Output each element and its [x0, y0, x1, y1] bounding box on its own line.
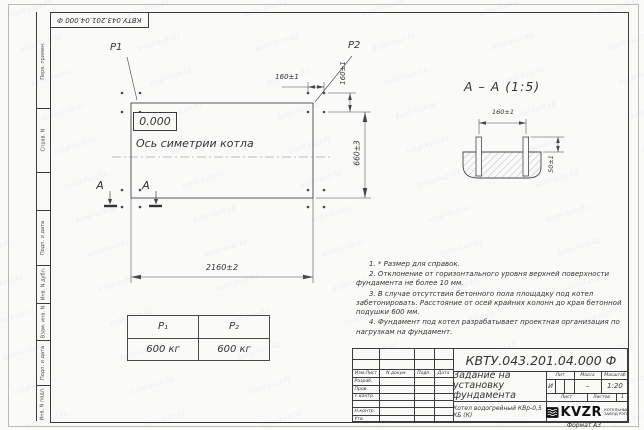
tb-row-nkontr: Н.контр. [354, 408, 376, 414]
extension-lines-protrusion [531, 137, 564, 152]
extension-lines-height [316, 93, 371, 198]
load-table-header-p1: P₁ [128, 316, 199, 339]
company-logo [546, 401, 629, 423]
dim-arrow [556, 137, 560, 143]
dim-arrow [348, 93, 352, 100]
note-1: 1. * Размер для справок. [369, 260, 460, 268]
plan-view [104, 56, 371, 283]
load-point-p1-label: P1 [110, 42, 123, 53]
logo-caption-line2: ЗАВОД РЭП [604, 411, 627, 416]
symmetry-axis-label: Ось симетрии котла [136, 137, 254, 150]
dim-arrow [556, 146, 560, 152]
tb-line [434, 349, 435, 423]
kvzr-logo-text: KVZR [560, 404, 603, 420]
note-4: 4. Фундамент под котел разрабатывает проектная организация по нагрузкам на фундамент. [356, 318, 620, 336]
dim-arrow [363, 188, 368, 198]
detail-dim-spacing-text: 160±1 [492, 108, 514, 116]
dim-width-text: 2160±2 [205, 263, 239, 272]
tb-lit-label: Лит [555, 372, 565, 378]
logo-caption-line1: КОТЕЛЬНЫЙ [604, 406, 629, 412]
tb-row-utv: Утв. [354, 416, 365, 422]
load-table-header-p2: P₂ [199, 316, 270, 339]
kvzr-logo-icon [546, 406, 559, 419]
tb-scale-value: 1:20 [607, 382, 623, 390]
dim-arrow [519, 121, 526, 125]
tb-product-name: Котел водогрейный КВр-0,5 КБ (К) [453, 404, 542, 419]
dim-arrow [317, 85, 324, 89]
load-table [127, 315, 270, 361]
section-letter-left: А [96, 179, 104, 192]
tb-sheet-label: Лист [560, 394, 573, 400]
foundation-pad [463, 152, 541, 178]
dim-arrow [131, 275, 141, 280]
dim-arrow [308, 85, 315, 89]
note-3: 3. В случае отсутствия бетонного пола площадку под котел забетонировать. Расстояние от осей крайних колонн до края бетонной подушки 600 мм. [356, 289, 622, 317]
tb-mass-label: Масса [580, 372, 595, 378]
anchor-bolt-left [476, 137, 482, 176]
margin-field-perv-label: Перв. примен. [40, 41, 47, 80]
tb-lit-value: И [548, 382, 553, 390]
tb-line [353, 415, 453, 416]
top-stamp-number: КВТУ.043.201.04.000 Ф [57, 16, 142, 24]
section-cut-marks [104, 191, 162, 206]
tb-mass-value: – [585, 382, 590, 390]
tb-line [353, 385, 453, 386]
tb-line [353, 400, 453, 401]
note-2: 2. Отклонение от горизонтального уровня верхней поверхности фундамента не более 10 мм. [356, 270, 610, 288]
tb-line [414, 349, 415, 423]
anchor-bolt-right [523, 137, 529, 176]
load-table-value-p1: 600 кг [128, 338, 199, 361]
tb-scale-label: Масштаб [604, 372, 626, 378]
tb-line [353, 359, 453, 360]
tb-line [379, 349, 380, 423]
margin-field-podp2-label: Подп. и дата [40, 345, 46, 380]
load-point-p2-label: P2 [348, 40, 361, 51]
margin-field-inv-podl-label: Инв. N подл. [40, 386, 47, 421]
dim-arrow [303, 275, 313, 280]
tb-col-podp: Подп. [417, 370, 431, 376]
dim-height-text: 660±3 [352, 140, 362, 166]
section-detail-title: А – А (1:5) [464, 79, 541, 94]
title-block [352, 348, 628, 422]
load-table-header-row [128, 316, 270, 339]
dim-bolt-pitch-h-text: 160±1 [275, 73, 299, 81]
tb-sheets-value: 1 [621, 394, 624, 400]
tb-col-izm: Изм.Лист [355, 370, 377, 376]
tb-col-data: Дата [437, 370, 450, 376]
notes-block [356, 260, 628, 338]
margin-field-vzam-label: Взам. инв. N [40, 305, 46, 338]
tb-line [555, 379, 556, 393]
margin-field-inv-dubl-label: Инв. N дубл. [40, 267, 46, 301]
tb-row-tkontr: Т.контр. [354, 394, 375, 399]
tb-row-razrab: Разраб. [354, 378, 373, 384]
tb-sheets-label: Листов [593, 394, 610, 400]
tb-line [564, 379, 565, 393]
p1-leader-line [127, 57, 137, 100]
margin-field-sprav-label: Справ. N [40, 128, 46, 152]
tb-row-prov: Пров. [354, 386, 368, 392]
tb-doc-number: КВТУ.043.201.04.000 Ф [465, 352, 617, 368]
elevation-mark: 0.000 [133, 112, 177, 131]
tb-drawing-title: Задание на установку фундамента [453, 371, 516, 401]
extension-lines-detail [479, 119, 526, 134]
load-table-value-row [128, 338, 270, 361]
section-letter-right: А [142, 179, 150, 192]
load-table-value-p2: 600 кг [199, 338, 270, 361]
dim-arrow [479, 121, 486, 125]
format-label: Формат А3 [566, 422, 602, 429]
dim-arrow [348, 105, 352, 112]
tb-col-doc: N докум. [386, 370, 407, 376]
dim-bolt-pitch-v-text: 160±1 [339, 61, 347, 85]
dim-arrow [363, 112, 368, 122]
margin-field-podp1-label: Подп. и дата [40, 220, 46, 255]
detail-dim-protrusion-text: 50±1 [547, 155, 555, 173]
